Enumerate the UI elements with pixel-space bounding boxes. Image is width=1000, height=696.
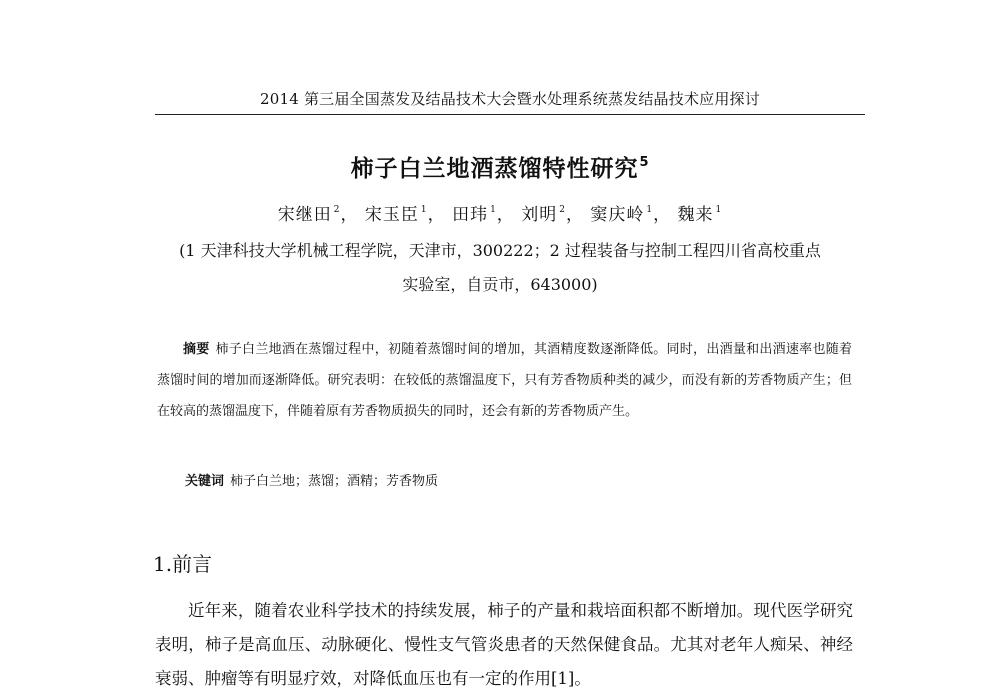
affiliations (150, 234, 850, 302)
author: 田玮 $^1$ (452, 205, 497, 225)
abstract (157, 334, 852, 427)
affiliation-line: 实验室，自贡市，643000) (402, 275, 598, 294)
author: 窦庆岭 $^1$ (590, 205, 654, 225)
keywords (185, 470, 845, 494)
author: 魏来 $^1$ (677, 205, 723, 225)
author: 刘明 $^2$ (521, 205, 566, 225)
paragraph: 近年来，随着农业科学技术的持续发展，柿子的产量和栽培面积都不断增加。现代医学研究表明，柿子是高血压、动脉硬化、慢性支气管炎患者的天然保健食品。尤其对老年人痴呆、神经衰弱、肿瘤等有明显疗效，对降低血压也有一定的作用[1]。 (155, 601, 853, 688)
author: 宋玉臣 $^1$ (364, 205, 428, 225)
running-header: 2014 第三届全国蒸发及结晶技术大会暨水处理系统蒸发结晶技术应用探讨 (155, 85, 865, 115)
abstract-label: 摘要 (183, 342, 210, 357)
keywords-text: 柿子白兰地；蒸馏；酒精；芳香物质 (230, 474, 439, 489)
keywords-label: 关键词 (185, 474, 225, 489)
affiliation-line: (1 天津科技大学机械工程学院，天津市，300222；2 过程装备与控制工程四川省高校重点 (179, 241, 821, 260)
body-text (155, 594, 853, 696)
paper-title-text: 柿子白兰地酒蒸馏特性研究 (350, 156, 639, 182)
title-footnote-mark: 5 (639, 155, 650, 170)
section-heading: 1.前言 (153, 552, 213, 576)
author: 宋继田 $^2$ (277, 205, 341, 225)
author-list: 宋继田 $^2$， 宋玉臣 $^1$， 田玮 $^1$， 刘明 $^2$， 窦庆岭 $^1$， 魏来 $^1$ (277, 205, 723, 225)
paper-title (0, 150, 1000, 183)
abstract-text: 柿子白兰地酒在蒸馏过程中，初随着蒸馏时间的增加，其酒精度数逐渐降低。同时，出酒量和出酒速率也随着蒸馏时间的增加而逐渐降低。研究表明：在较低的蒸馏温度下，只有芳香物质种类的减少，而没有新的芳香物质产生；但在较高的蒸馏温度下，伴随着原有芳香物质损失的同时，还会有新的芳香物质产生。 (157, 342, 852, 419)
